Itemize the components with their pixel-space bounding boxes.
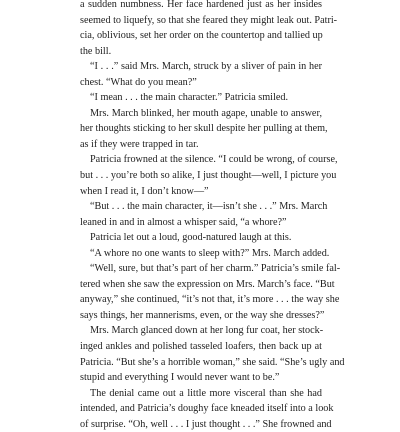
text-line: Patricia frowned at the silence. “I could be wrong, of course,: [90, 154, 338, 166]
text-line: as if they were trapped in tar.: [80, 138, 199, 150]
text-line: of surprise. “Oh, well . . . I just thought . . .” She frowned and: [80, 418, 332, 430]
text-line: “But . . . the main character, it—isn’t she . . .” Mrs. March: [90, 201, 328, 213]
text-line: The denial came out a little more visceral than she had: [90, 387, 322, 399]
text-line: inged ankles and polished tasseled loafers, then back up at: [80, 341, 322, 353]
text-line: “A whore no one wants to sleep with?” Mrs. March added.: [90, 247, 330, 259]
text-line: “Well, sure, but that’s part of her charm.” Patricia’s smile fal-: [90, 263, 341, 275]
text-line: “I mean . . . the main character.” Patricia smiled.: [90, 92, 289, 104]
text-line: leaned in and in almost a whisper said, “a whore?”: [80, 216, 287, 228]
text-line: Patricia let out a loud, good-natured laugh at this.: [90, 232, 292, 244]
text-line: tered when she saw the expression on Mrs. March’s face. “But: [80, 278, 335, 290]
text-line: anyway,” she continued, “it’s not that, it’s more . . . the way she: [80, 294, 340, 306]
text-line: cia, oblivious, set her order on the countertop and tallied up: [80, 30, 323, 42]
text-line: says things, her mannerisms, even, or the way she dresses?”: [80, 309, 325, 321]
text-line: Mrs. March glanced down at her long fur coat, her stock-: [90, 325, 324, 337]
text-line: her thoughts sticking to her skull despite her pulling at them,: [80, 123, 328, 135]
text-line: the bill.: [80, 45, 112, 57]
text-line: but . . . you’re both so alike, I just thought—well, I picture you: [80, 170, 337, 182]
text-line: seemed to liquefy, so that she feared they might leak out. Patri-: [80, 14, 338, 26]
body-text: [80, 0, 345, 432]
text-line: chest. “What do you mean?”: [80, 76, 197, 88]
text-line: when I read it, I don’t know—”: [80, 185, 209, 197]
text-line: a sudden numbness. Her face hardened just as her insides: [80, 0, 322, 10]
text-line: stupid and everything I would never want to be.”: [80, 372, 280, 384]
text-line: “I . . .” said Mrs. March, struck by a sliver of pain in her: [90, 61, 322, 73]
text-line: Patricia. “But she’s a horrible woman,” she said. “She’s ugly and: [80, 356, 345, 368]
text-line: intended, and Patricia’s doughy face kneaded itself into a look: [80, 403, 334, 415]
text-line: Mrs. March blinked, her mouth agape, unable to answer,: [90, 107, 322, 119]
